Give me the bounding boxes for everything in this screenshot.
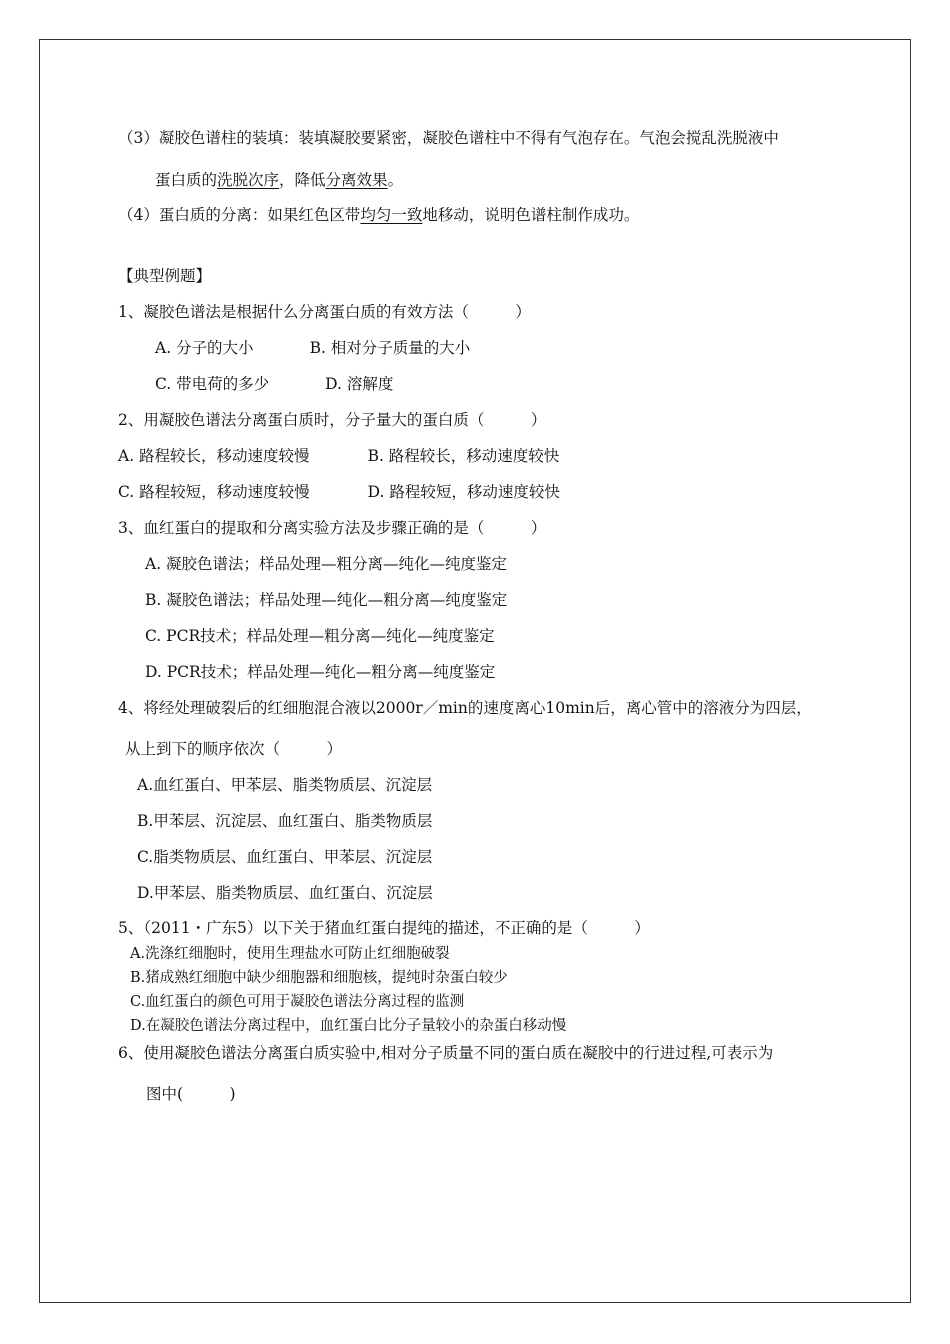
q5-option-a: A.洗涤红细胞时，使用生理盐水可防止红细胞破裂 — [130, 946, 450, 962]
question-1-options-row2 — [155, 374, 393, 394]
question-1-stem: 1、凝胶色谱法是根据什么分离蛋白质的有效方法（ ） — [118, 303, 531, 321]
q4-option-a: A.血红蛋白、甲苯层、脂类物质层、沉淀层 — [137, 776, 433, 794]
q1-option-d: D. 溶解度 — [325, 375, 394, 393]
q4-option-b: B.甲苯层、沉淀层、血红蛋白、脂类物质层 — [137, 812, 433, 830]
q3-option-a: A. 凝胶色谱法；样品处理—粗分离—纯化—纯度鉴定 — [145, 555, 508, 573]
q2-option-c: C. 路程较短，移动速度较慢 — [118, 483, 310, 501]
question-6-stem-cont: 图中( ) — [146, 1085, 236, 1103]
section3-line2: 蛋白质的洗脱次序，降低分离效果。 — [155, 171, 404, 189]
q2-option-d: D. 路程较短，移动速度较快 — [367, 483, 560, 501]
section4-line: （4）蛋白质的分离：如果红色区带均匀一致地移动，说明色谱柱制作成功。 — [118, 206, 640, 224]
q1-option-c: C. 带电荷的多少 — [155, 375, 270, 393]
q1-option-b: B. 相对分子质量的大小 — [309, 339, 471, 357]
examples-heading: 【典型例题】 — [118, 267, 212, 285]
question-6-stem: 6、使用凝胶色谱法分离蛋白质实验中,相对分子质量不同的蛋白质在凝胶中的行进过程,可表示为 — [118, 1044, 774, 1062]
question-3-stem: 3、血红蛋白的提取和分离实验方法及步骤正确的是（ ） — [118, 519, 547, 537]
q3-option-c: C. PCR技术；样品处理—粗分离—纯化—纯度鉴定 — [145, 627, 495, 645]
question-4-stem: 4、将经处理破裂后的红细胞混合液以2000r／min的速度离心10min后，离心管中的溶液分为四层， — [118, 699, 812, 717]
question-2-options-row2 — [118, 482, 560, 502]
section3-line1: （3）凝胶色谱柱的装填：装填凝胶要紧密，凝胶色谱柱中不得有气泡存在。气泡会搅乱洗脱液中 — [118, 129, 779, 147]
q5-option-d: D.在凝胶色谱法分离过程中，血红蛋白比分子量较小的杂蛋白移动慢 — [130, 1018, 567, 1034]
question-2-options-row1 — [118, 446, 559, 466]
q3-option-d: D. PCR技术；样品处理—纯化—粗分离—纯度鉴定 — [145, 663, 496, 681]
q2-option-b: B. 路程较长，移动速度较快 — [367, 447, 560, 465]
q1-option-a: A. 分子的大小 — [155, 339, 254, 357]
underline-separation-effect: 分离效果 — [325, 171, 388, 189]
question-5-stem: 5、（2011・广东5）以下关于猪血红蛋白提纯的描述，不正确的是（ ） — [118, 919, 650, 937]
question-1-options-row1 — [155, 338, 470, 358]
q2-option-a: A. 路程较长，移动速度较慢 — [118, 447, 310, 465]
underline-uniform: 均匀一致 — [360, 206, 423, 224]
question-4-stem-cont: 从上到下的顺序依次（ ） — [125, 740, 343, 758]
q4-option-c: C.脂类物质层、血红蛋白、甲苯层、沉淀层 — [137, 848, 433, 866]
underline-elution-order: 洗脱次序 — [217, 171, 280, 189]
q5-option-b: B.猪成熟红细胞中缺少细胞器和细胞核，提纯时杂蛋白较少 — [130, 970, 508, 986]
q3-option-b: B. 凝胶色谱法；样品处理—纯化—粗分离—纯度鉴定 — [145, 591, 508, 609]
q5-option-c: C.血红蛋白的颜色可用于凝胶色谱法分离过程的监测 — [130, 994, 465, 1010]
question-2-stem: 2、用凝胶色谱法分离蛋白质时，分子量大的蛋白质（ ） — [118, 411, 547, 429]
q4-option-d: D.甲苯层、脂类物质层、血红蛋白、沉淀层 — [137, 884, 433, 902]
